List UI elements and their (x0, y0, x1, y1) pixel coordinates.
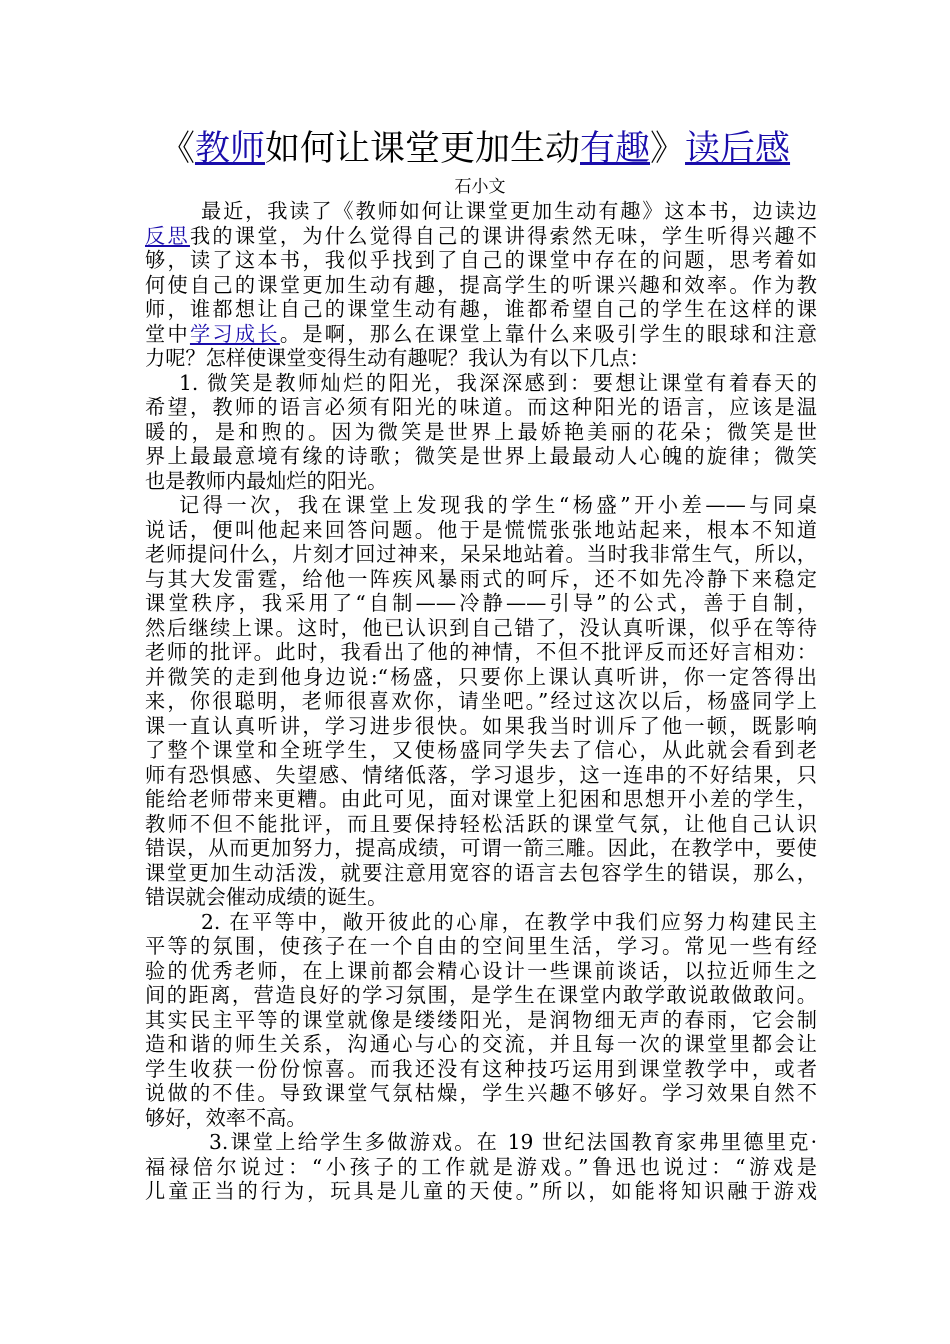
text-line (145, 1057, 817, 1082)
text-run: 与其大发雷霆，给他一阵疾风暴雨式的呵斥，还不如先冷静下来稳定 (145, 566, 817, 591)
text-run: 说话，便叫他起来回答问题。他于是慌慌张张地站起来，根本不知道 (145, 517, 817, 542)
text-line (145, 1179, 817, 1204)
text-line (145, 910, 817, 935)
article-body (145, 199, 817, 1204)
text-line (145, 1155, 817, 1180)
text-run: 也是教师内最灿烂的阳光。 (145, 468, 388, 493)
text-line (145, 591, 817, 616)
text-run: 儿童正当的行为，玩具是儿童的天使。”所以，如能将知识融于游戏 (145, 1179, 817, 1203)
text-run: 老师提问什么，片刻才回过神来，呆呆地站着。当时我非常生气，所以， (145, 542, 817, 566)
text-run: 教师不但不能批评，而且要保持轻松活跃的课堂气氛，让他自己认识 (145, 811, 817, 836)
text-line (145, 224, 817, 249)
text-line (145, 199, 817, 224)
text-line (145, 444, 817, 469)
text-run: 堂中 (145, 321, 190, 346)
text-line (145, 1008, 817, 1033)
text-line (145, 273, 817, 298)
title-link-interesting[interactable]: 有趣 (580, 129, 651, 169)
text-run: 1. 微笑是教师灿烂的阳光，我深深感到：要想让课堂有着春天的 (179, 370, 817, 395)
text-run: 界上最最意境有缘的诗歌；微笑是世界上最最动人心魄的旋律；微笑 (145, 444, 817, 468)
title-open-quote: 《 (159, 129, 195, 169)
text-run: 课堂更加生动活泼，就要注意用宽容的语言去包容学生的错误，那么， (145, 860, 817, 885)
text-run: 师，谁都想让自己的课堂生动有趣，谁都希望自己的学生在这样的课 (145, 297, 817, 321)
text-run: 课堂秩序，我采用了“自制——冷静——引导”的公式，善于自制， (145, 591, 817, 615)
text-line (145, 1081, 817, 1106)
text-line (145, 469, 817, 494)
text-run: 其实民主平等的课堂就像是缕缕阳光，是润物细无声的春雨，它会制 (145, 1007, 817, 1032)
text-line (145, 738, 817, 763)
text-line (145, 787, 817, 812)
text-run: 2. 在平等中，敞开彼此的心扉，在教学中我们应努力构建民主 (201, 909, 817, 934)
text-run: 了整个课堂和全班学生，又使杨盛同学失去了信心，从此就会看到老 (145, 738, 817, 762)
text-line (145, 885, 817, 910)
text-line (145, 714, 817, 739)
text-run: 福禄倍尔说过：“小孩子的工作就是游戏。”鲁迅也说过：“游戏是 (145, 1154, 817, 1179)
text-line (145, 763, 817, 788)
text-line (145, 1106, 817, 1131)
text-run: 能给老师带来更糟。由此可见，面对课堂上犯困和思想开小差的学生， (145, 787, 817, 811)
text-line (145, 297, 817, 322)
text-run: 够好，效率不高。 (145, 1105, 307, 1130)
text-line (145, 518, 817, 543)
text-run: 并微笑的走到他身边说:“杨盛，只要你上课认真听讲，你一定答得出 (145, 664, 817, 689)
text-run: 最近，我读了《教师如何让课堂更加生动有趣》这本书，边读边 (201, 199, 817, 223)
text-line (145, 395, 817, 420)
text-run: 间的距离，营造良好的学习氛围，是学生在课堂内敢学敢说敢做敢问。 (145, 983, 817, 1007)
text-run: 何使自己的课堂更加生动有趣，提高学生的听课兴趣和效率。作为教 (145, 272, 817, 297)
text-run: 暖的，是和煦的。因为微笑是世界上最娇艳美丽的花朵；微笑是世 (145, 419, 817, 444)
text-line (145, 346, 817, 371)
text-line (145, 493, 817, 518)
text-run: 3.课堂上给学生多做游戏。在 19 世纪法国教育家弗里德里克· (209, 1130, 817, 1154)
text-run: 学生收获一份份惊喜。而我还没有这种技巧运用到课堂教学中，或者 (145, 1056, 817, 1081)
text-run: 师有恐惧感、失望感、情绪低落，学习退步，这一连串的不好结果，只 (145, 762, 817, 787)
text-run: 记得一次，我在课堂上发现我的学生“杨盛”开小差——与同桌 (179, 493, 817, 517)
text-line (145, 1130, 817, 1155)
text-line (145, 371, 817, 396)
inline-link[interactable]: 反思 (145, 223, 190, 248)
text-line (145, 1032, 817, 1057)
text-run: 力呢？怎样使课堂变得生动有趣呢？我认为有以下几点： (145, 346, 650, 370)
text-line (145, 689, 817, 714)
text-line (145, 959, 817, 984)
text-line (145, 934, 817, 959)
text-run: 验的优秀老师，在上课前都会精心设计一些课前谈话，以拉近师生之 (145, 958, 817, 983)
text-run: 错误就会催动成绩的诞生。 (145, 885, 388, 909)
text-run: 然后继续上课。这时，他已认识到自己错了，没认真听课，似乎在等待 (145, 615, 817, 640)
text-line (145, 420, 817, 445)
text-run: 课一直认真听讲，学习进步很快。如果我当时训斥了他一顿，既影响 (145, 713, 817, 738)
title-link-reflection[interactable]: 读后感 (685, 129, 791, 169)
title-close-quote: 》 (650, 129, 686, 169)
text-line (145, 640, 817, 665)
text-line (145, 322, 817, 347)
text-line (145, 836, 817, 861)
author-name: 石小文 (454, 177, 506, 197)
title-link-teacher[interactable]: 教师 (194, 129, 265, 169)
text-line (145, 665, 817, 690)
text-run: 老师的批评。此时，我看出了他的神情，不但不批评反而还好言相劝： (145, 640, 817, 664)
text-line (145, 812, 817, 837)
inline-link[interactable]: 学习成长 (189, 321, 280, 346)
text-line (145, 248, 817, 273)
text-run: 。是啊，那么在课堂上靠什么来吸引学生的眼球和注意 (279, 321, 817, 346)
text-line (145, 983, 817, 1008)
text-run: 够，读了这本书，我似乎找到了自己的课堂中存在的问题，思考着如 (145, 248, 817, 272)
text-run: 平等的氛围，使孩子在一个自由的空间里生活，学习。常见一些有经 (145, 934, 817, 958)
text-run: 来，你很聪明，老师很喜欢你，请坐吧。”经过这次以后，杨盛同学上 (145, 689, 817, 713)
text-line (145, 542, 817, 567)
text-run: 造和谐的师生关系，沟通心与心的交流，并且每一次的课堂里都会让 (145, 1032, 817, 1056)
text-run: 说做的不佳。导致课堂气氛枯燥，学生兴趣不够好。学习效果自然不 (145, 1081, 817, 1105)
page-title (0, 124, 950, 174)
title-middle: 如何让课堂更加生动 (264, 129, 580, 169)
text-line (145, 861, 817, 886)
text-line (145, 567, 817, 592)
text-line (145, 616, 817, 641)
text-run: 希望，教师的语言必须有阳光的味道。而这种阳光的语言，应该是温 (145, 395, 817, 419)
text-run: 我的课堂，为什么觉得自己的课讲得索然无味，学生听得兴趣不 (189, 223, 817, 248)
text-run: 错误，从而更加努力，提高成绩，可谓一箭三雕。因此，在教学中，要使 (145, 836, 817, 860)
